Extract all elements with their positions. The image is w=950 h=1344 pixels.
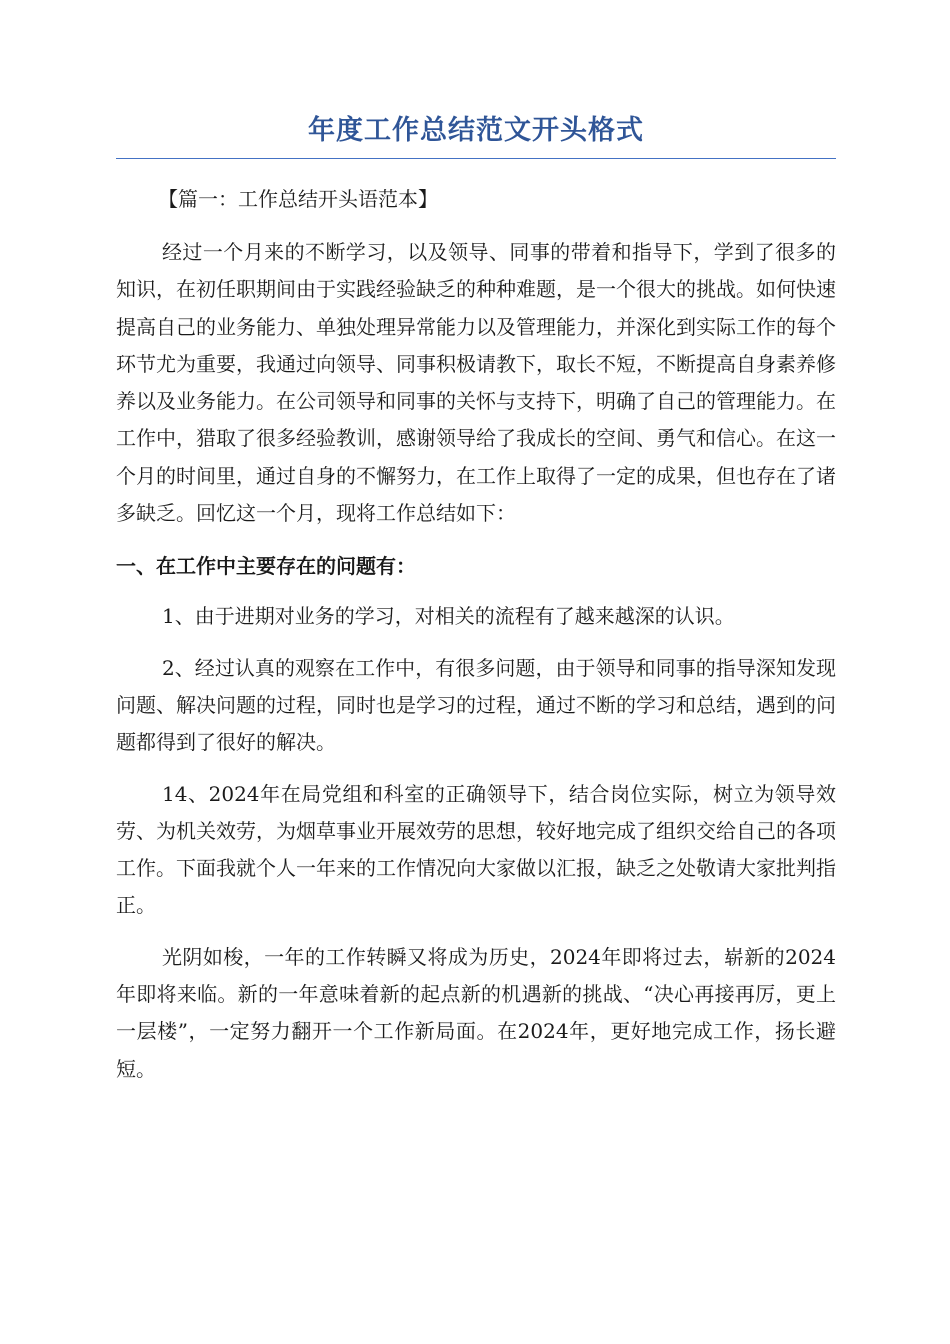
section-heading: 一、在工作中主要存在的问题有： xyxy=(116,554,416,579)
document-page xyxy=(116,108,836,1088)
list-item: 1、由于进期对业务的学习，对相关的流程有了越来越深的认识。 xyxy=(162,604,735,629)
intro-paragraph: 经过一个月来的不断学习，以及领导、同事的带着和指导下，学到了很多的知识，在初任职期间由于实践经验缺乏的种种难题，是一个很大的挑战。如何快速提高自己的业务能力、单独处理异常能力以及管理能力，并深化到实际工作的每个环节尤为重要，我通过向领导、同事积极请教下，取长不短，不断提高自身素养修养以及业务能力。在公司领导和同事的关怀与支持下，明确了自己的管理能力。在工作中，猎取了很多经验教训，感谢领导给了我成长的空间、勇气和信心。在这一个月的时间里，通过自身的不懈努力，在工作上取得了一定的成果，但也存在了诸多缺乏。回忆这一个月，现将工作总结如下： xyxy=(116,240,836,526)
list-item: 14、2024年在局党组和科室的正确领导下，结合岗位实际，树立为领导效劳、为机关效劳，为烟草事业开展效劳的思想，较好地完成了组织交给自己的各项工作。下面我就个人一年来的工作情况向大家做以汇报，缺乏之处敬请大家批判指正。 xyxy=(116,781,836,918)
list-item: 2、经过认真的观察在工作中，有很多问题，由于领导和同事的指导深知发现问题、解决问题的过程，同时也是学习的过程，通过不断的学习和总结，遇到的问题都得到了很好的解决。 xyxy=(116,655,836,755)
document-title: 年度工作总结范文开头格式 xyxy=(116,108,836,159)
list-item: 光阴如梭，一年的工作转瞬又将成为历史，2024年即将过去，崭新的2024年即将来临。新的一年意味着新的起点新的机遇新的挑战、“决心再接再厉，更上一层楼”，一定努力翻开一个工作新局面。在2024年，更好地完成工作，扬长避短。 xyxy=(116,944,836,1081)
section-label: 【篇一：工作总结开头语范本】 xyxy=(158,187,438,211)
